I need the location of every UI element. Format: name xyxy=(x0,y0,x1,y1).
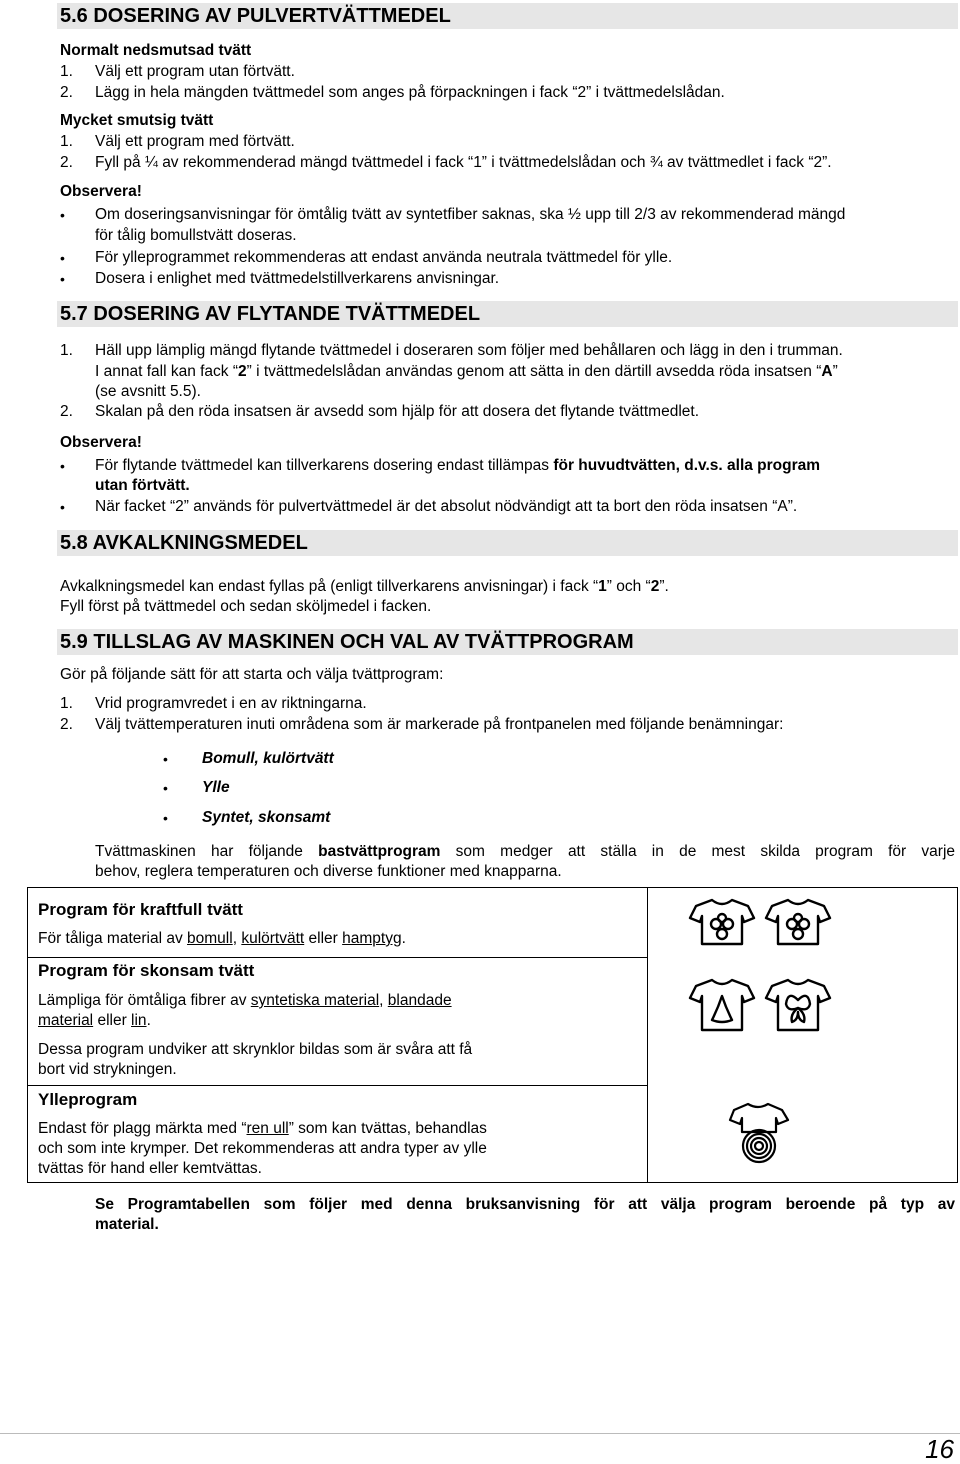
bullet-icon: • xyxy=(60,458,65,474)
row-text-gentle-2: material eller lin. xyxy=(38,1012,151,1029)
row-text-gentle-4: bort vid strykningen. xyxy=(38,1061,177,1078)
table-row-divider xyxy=(28,957,647,958)
descale-p2: Fyll först på tvättmedel och sedan sköljmedel i facken. xyxy=(60,598,432,615)
row-text-gentle-1: Lämpliga för ömtåliga fibrer av syntetiska material, blandade xyxy=(38,992,452,1009)
program-table xyxy=(27,887,958,1183)
bullet-icon: • xyxy=(163,780,168,796)
wool-shirt-icon xyxy=(724,1098,794,1168)
normal-step-2: Lägg in hela mängden tvättmedel som anges på förpackningen i fack “2” i tvättmedelslådan. xyxy=(95,84,725,101)
bullet-icon: • xyxy=(60,499,65,515)
obs-bullet-3: Dosera i enlighet med tvättmedelstillverkarens anvisningar. xyxy=(95,270,500,287)
option-synthetic: Syntet, skonsamt xyxy=(202,809,331,826)
cotton-shirt-icon xyxy=(688,894,848,950)
normal-heading: Normalt nedsmutsad tvätt xyxy=(60,42,252,59)
descale-p1: Avkalkningsmedel kan endast fyllas på (enligt tillverkarens anvisningar) i fack “1” och “2”. xyxy=(60,578,669,595)
bullet-icon: • xyxy=(163,751,168,767)
step-number: 2. xyxy=(60,154,73,171)
step-number: 1. xyxy=(60,63,73,80)
step-number: 2. xyxy=(60,84,73,101)
start-intro: Gör på följande sätt för att starta och välja tvättprogram: xyxy=(60,666,444,683)
table-divider xyxy=(647,888,648,1182)
step-number: 1. xyxy=(60,695,73,712)
heavy-step-1: Välj ett program med förtvätt. xyxy=(95,133,295,150)
heavy-heading: Mycket smutsig tvätt xyxy=(60,112,214,129)
bullet-icon: • xyxy=(60,250,65,266)
closing-line-1: Se Programtabellen som följer med denna bruksanvisning för att välja program beroende på typ av xyxy=(95,1196,955,1213)
section-title-5-6: 5.6 DOSERING AV PULVERTVÄTTMEDEL xyxy=(57,3,958,29)
row-text-wool-2: och som inte krymper. Det rekommenderas att andra typer av ylle xyxy=(38,1140,487,1157)
liquid-step-1a: Häll upp lämplig mängd flytande tvättmedel i doseraren som följer med behållaren och lägg in den i trumman. xyxy=(95,342,843,359)
step-number: 2. xyxy=(60,403,73,420)
option-cotton: Bomull, kulörtvätt xyxy=(202,750,334,767)
footer-divider xyxy=(0,1433,960,1434)
liquid-step-1b: I annat fall kan fack “2” i tvättmedelslådan användas genom att sätta in den därtill avsedda röda insatsen “A” xyxy=(95,363,838,380)
row-text-wool-1: Endast för plagg märkta med “ren ull” som kan tvättas, behandlas xyxy=(38,1120,487,1137)
delicate-shirt-icon xyxy=(688,974,848,1036)
liquid-obs-1b: utan förtvätt. xyxy=(95,477,190,494)
start-step-1: Vrid programvredet i en av riktningarna. xyxy=(95,695,367,712)
option-wool: Ylle xyxy=(202,779,230,796)
closing-line-2: material. xyxy=(95,1216,159,1233)
heavy-step-2: Fyll på ¼ av rekommenderad mängd tvättmedel i fack “1” i tvättmedelslådan och ¾ av tvättmedlet i fack “2”. xyxy=(95,154,832,171)
bullet-icon: • xyxy=(163,810,168,826)
obs-bullet-1b: för tålig bomullstvätt doseras. xyxy=(95,227,297,244)
bullet-icon: • xyxy=(60,207,65,223)
start-step-2: Välj tvättemperaturen inuti områdena som är markerade på frontpanelen med följande benämningar: xyxy=(95,716,784,733)
table-row-divider xyxy=(28,1085,647,1086)
row-heading-heavy: Program för kraftfull tvätt xyxy=(38,900,243,919)
program-desc-2: behov, reglera temperaturen och diverse funktioner med knapparna. xyxy=(95,863,562,880)
liquid-obs-1: För flytande tvättmedel kan tillverkarens dosering endast tillämpas för huvudtvätten, d.v.s. alla program xyxy=(95,457,821,474)
obs-bullet-2: För ylleprogrammet rekommenderas att endast använda neutrala tvättmedel för ylle. xyxy=(95,249,673,266)
row-text-wool-3: tvättas för hand eller kemtvättas. xyxy=(38,1160,262,1177)
liquid-obs-2: När facket “2” används för pulvertvättmedel är det absolut nödvändigt att ta bort den röda insatsen “A”. xyxy=(95,498,798,515)
liquid-step-1c: (se avsnitt 5.5). xyxy=(95,383,201,400)
step-number: 2. xyxy=(60,716,73,733)
obs-bullet-1a: Om doseringsanvisningar för ömtålig tvätt av syntetfiber saknas, ska ½ upp till 2/3 av rekommenderad mängd xyxy=(95,206,846,223)
observe-heading: Observera! xyxy=(60,434,142,451)
program-desc-1: Tvättmaskinen har följande bastvättprogram som medger att ställa in de mest skilda program för varje xyxy=(95,843,956,860)
liquid-step-2: Skalan på den röda insatsen är avsedd som hjälp för att dosera det flytande tvättmedlet. xyxy=(95,403,700,420)
section-title-5-9: 5.9 TILLSLAG AV MASKINEN OCH VAL AV TVÄTTPROGRAM xyxy=(57,629,958,655)
row-text-heavy: För tåliga material av bomull, kulörtvätt eller hamptyg. xyxy=(38,930,406,947)
normal-step-1: Välj ett program utan förtvätt. xyxy=(95,63,295,80)
row-heading-wool: Ylleprogram xyxy=(38,1090,138,1109)
page-number: 16 xyxy=(925,1434,954,1464)
row-text-gentle-3: Dessa program undviker att skrynklor bildas som är svåra att få xyxy=(38,1041,473,1058)
section-title-5-8: 5.8 AVKALKNINGSMEDEL xyxy=(57,530,958,556)
row-heading-gentle: Program för skonsam tvätt xyxy=(38,961,255,980)
step-number: 1. xyxy=(60,342,73,359)
observe-heading: Observera! xyxy=(60,183,142,200)
section-title-5-7: 5.7 DOSERING AV FLYTANDE TVÄTTMEDEL xyxy=(57,301,958,327)
step-number: 1. xyxy=(60,133,73,150)
bullet-icon: • xyxy=(60,271,65,287)
